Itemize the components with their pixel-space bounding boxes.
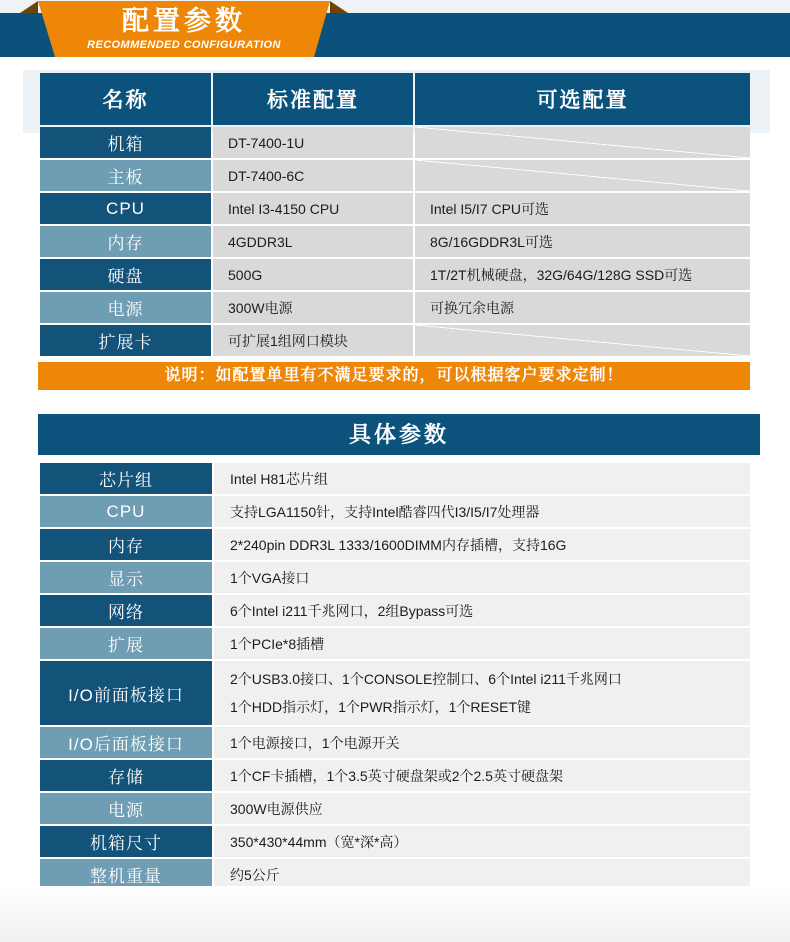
config-optional-value: 8G/16GDDR3L可选 bbox=[415, 226, 750, 257]
config-optional-na bbox=[415, 325, 750, 356]
config-standard-value: 可扩展1组网口模块 bbox=[213, 325, 413, 356]
spec-value: 2*240pin DDR3L 1333/1600DIMM内存插槽，支持16G bbox=[214, 529, 750, 560]
config-optional-value: 可换冗余电源 bbox=[415, 292, 750, 323]
config-optional-value: Intel I5/I7 CPU可选 bbox=[415, 193, 750, 224]
config-row-label: 主板 bbox=[40, 160, 211, 191]
spec-value: 1个VGA接口 bbox=[214, 562, 750, 593]
spec-row-label: 机箱尺寸 bbox=[40, 826, 212, 857]
spec-value: 支持LGA1150针，支持Intel酷睿四代I3/I5/I7处理器 bbox=[214, 496, 750, 527]
bottom-fade bbox=[0, 886, 790, 942]
spec-value: 350*430*44mm（宽*深*高） bbox=[214, 826, 750, 857]
spec-row-label: 显示 bbox=[40, 562, 212, 593]
config-standard-value: Intel I3-4150 CPU bbox=[213, 193, 413, 224]
spec-value: 1个CF卡插槽，1个3.5英寸硬盘架或2个2.5英寸硬盘架 bbox=[214, 760, 750, 791]
config-row-label: 内存 bbox=[40, 226, 211, 257]
config-header-standard: 标准配置 bbox=[213, 73, 413, 125]
config-standard-value: DT-7400-6C bbox=[213, 160, 413, 191]
spec-row-label: 存储 bbox=[40, 760, 212, 791]
spec-row-label: 网络 bbox=[40, 595, 212, 626]
config-row-label: 硬盘 bbox=[40, 259, 211, 290]
detail-table bbox=[40, 463, 750, 890]
custom-order-note: 说明：如配置单里有不满足要求的，可以根据客户要求定制！ bbox=[38, 362, 750, 390]
spec-row-label: I/O前面板接口 bbox=[40, 661, 212, 725]
config-header-name: 名称 bbox=[40, 73, 211, 125]
spec-value bbox=[214, 661, 750, 725]
config-table bbox=[40, 73, 750, 356]
config-standard-value: 500G bbox=[213, 259, 413, 290]
config-optional-na bbox=[415, 127, 750, 158]
page-subtitle: RECOMMENDED CONFIGURATION bbox=[87, 39, 281, 51]
spec-value: 1个PCIe*8插槽 bbox=[214, 628, 750, 659]
config-optional-na bbox=[415, 160, 750, 191]
config-row-label: 扩展卡 bbox=[40, 325, 211, 356]
spec-value: 300W电源供应 bbox=[214, 793, 750, 824]
spec-row-label: CPU bbox=[40, 496, 212, 527]
config-optional-value: 1T/2T机械硬盘，32G/64G/128G SSD可选 bbox=[415, 259, 750, 290]
config-header-optional: 可选配置 bbox=[415, 73, 750, 125]
spec-row-label: 电源 bbox=[40, 793, 212, 824]
config-standard-value: DT-7400-1U bbox=[213, 127, 413, 158]
spec-row-label: 扩展 bbox=[40, 628, 212, 659]
spec-row-label: I/O后面板接口 bbox=[40, 727, 212, 758]
spec-row-label: 内存 bbox=[40, 529, 212, 560]
spec-value: 1个电源接口，1个电源开关 bbox=[214, 727, 750, 758]
spec-value: 约5公斤 bbox=[214, 859, 750, 890]
config-row-label: CPU bbox=[40, 193, 211, 224]
spec-value: 6个Intel i211千兆网口，2组Bypass可选 bbox=[214, 595, 750, 626]
spec-row-label: 整机重量 bbox=[40, 859, 212, 890]
config-standard-value: 4GDDR3L bbox=[213, 226, 413, 257]
page-title: 配置参数 bbox=[122, 6, 246, 36]
config-row-label: 机箱 bbox=[40, 127, 211, 158]
config-row-label: 电源 bbox=[40, 292, 211, 323]
spec-value-line1: 2个USB3.0接口、1个CONSOLE控制口、6个Intel i211千兆网口 bbox=[230, 671, 622, 687]
config-standard-value: 300W电源 bbox=[213, 292, 413, 323]
section-title-detail: 具体参数 bbox=[38, 414, 760, 455]
spec-row-label: 芯片组 bbox=[40, 463, 212, 494]
spec-value: Intel H81芯片组 bbox=[214, 463, 750, 494]
spec-value-line2: 1个HDD指示灯，1个PWR指示灯，1个RESET键 bbox=[230, 699, 532, 715]
